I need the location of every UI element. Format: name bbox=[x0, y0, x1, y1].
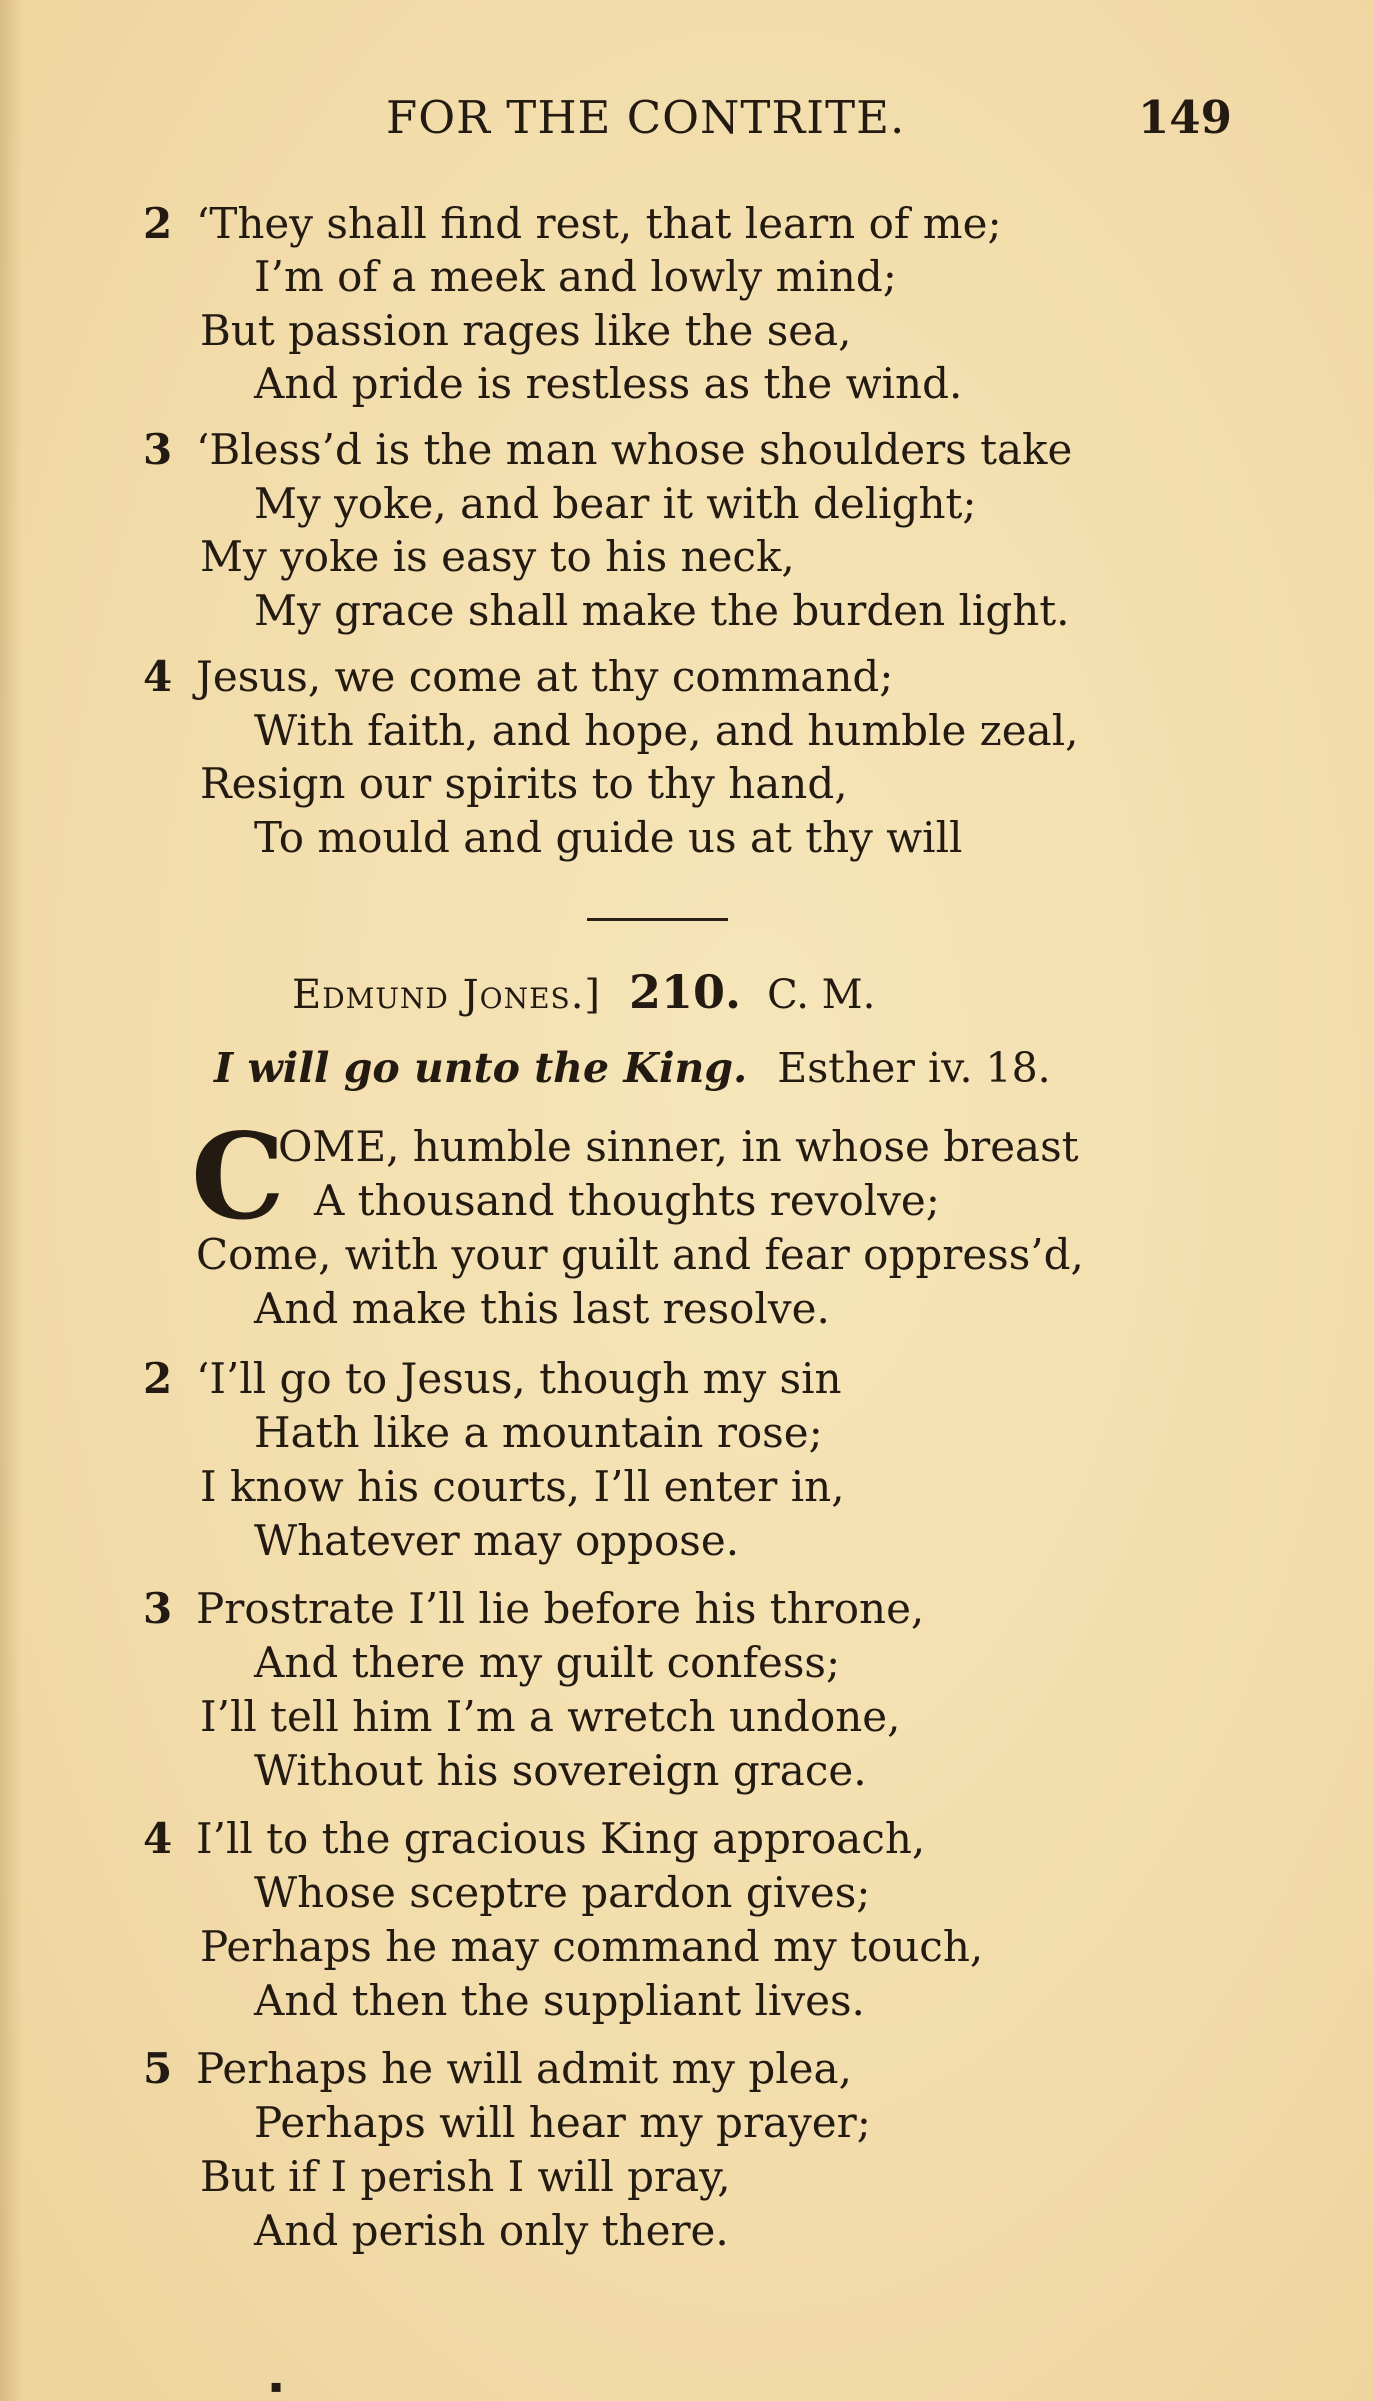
verse-line: With faith, and hope, and humble zeal, bbox=[254, 706, 1079, 755]
verse-line: My yoke is easy to his neck, bbox=[200, 532, 795, 581]
verse-line: Whatever may oppose. bbox=[254, 1516, 740, 1565]
scripture-reference: Esther iv. 18. bbox=[777, 1044, 1051, 1092]
hymn-number: 210. bbox=[629, 965, 742, 1019]
hymn-heading bbox=[292, 962, 875, 1025]
page-edge-shadow bbox=[0, 0, 22, 2401]
verse-line: And make this last resolve. bbox=[254, 1284, 830, 1333]
verse-line: I’ll to the gracious King approach, bbox=[196, 1814, 926, 1863]
verse-line: And pride is restless as the wind. bbox=[254, 359, 963, 408]
verse-line: To mould and guide us at thy will bbox=[254, 813, 963, 862]
verse-line: But passion rages like the sea, bbox=[200, 306, 852, 355]
hymn-author: Edmund Jones.] bbox=[292, 972, 602, 1018]
verse-line: Perhaps he may command my touch, bbox=[200, 1922, 984, 1971]
verse-line: My grace shall make the burden light. bbox=[254, 586, 1070, 635]
section-divider bbox=[587, 918, 728, 921]
stanza-number: 4 bbox=[143, 652, 173, 701]
stanza-number: 2 bbox=[143, 1354, 173, 1403]
verse-line: Come, with your guilt and fear oppress’d, bbox=[196, 1230, 1084, 1279]
verse-line: Perhaps will hear my prayer; bbox=[254, 2098, 871, 2147]
hymn-subtitle bbox=[214, 1040, 1051, 1096]
running-title: FOR THE CONTRITE. bbox=[386, 91, 906, 144]
stanza-number: 2 bbox=[143, 199, 173, 248]
verse-line: But if I perish I will pray, bbox=[200, 2152, 731, 2201]
ink-speck: ▪ bbox=[270, 2376, 283, 2397]
verse-line: And then the suppliant lives. bbox=[254, 1976, 865, 2025]
verse-line: Hath like a mountain rose; bbox=[254, 1408, 823, 1457]
verse-line: ‘I’ll go to Jesus, though my sin bbox=[196, 1354, 842, 1403]
stanza-number: 3 bbox=[143, 425, 173, 474]
page-number: 149 bbox=[1138, 91, 1232, 144]
verse-line: I know his courts, I’ll enter in, bbox=[200, 1462, 845, 1511]
verse-line: And there my guilt confess; bbox=[254, 1638, 841, 1687]
verse-line: Prostrate I’ll lie before his throne, bbox=[196, 1584, 925, 1633]
hymn-meter: C. M. bbox=[767, 972, 876, 1018]
verse-line: Resign our spirits to thy hand, bbox=[200, 759, 848, 808]
stanza-number: 3 bbox=[143, 1584, 173, 1633]
drop-cap: C bbox=[191, 1107, 285, 1246]
verse-line: ‘They shall find rest, that learn of me; bbox=[196, 199, 1002, 248]
verse-line: I’ll tell him I’m a wretch undone, bbox=[200, 1692, 901, 1741]
stanza-number: 5 bbox=[143, 2044, 173, 2093]
verse-line: OME, humble sinner, in whose breast bbox=[278, 1122, 1079, 1171]
stanza-number: 4 bbox=[143, 1814, 173, 1863]
verse-line: I’m of a meek and lowly mind; bbox=[254, 252, 897, 301]
verse-line: Whose sceptre pardon gives; bbox=[254, 1868, 871, 1917]
verse-line: And perish only there. bbox=[254, 2206, 729, 2255]
verse-line: Jesus, we come at thy command; bbox=[196, 652, 894, 701]
hymn-title-text: I will go unto the King. bbox=[214, 1044, 748, 1092]
verse-line: ‘Bless’d is the man whose shoulders take bbox=[196, 425, 1073, 474]
verse-line: My yoke, and bear it with delight; bbox=[254, 479, 977, 528]
verse-line: Without his sovereign grace. bbox=[254, 1746, 867, 1795]
verse-line: A thousand thoughts revolve; bbox=[314, 1176, 940, 1225]
verse-line: Perhaps he will admit my plea, bbox=[196, 2044, 852, 2093]
